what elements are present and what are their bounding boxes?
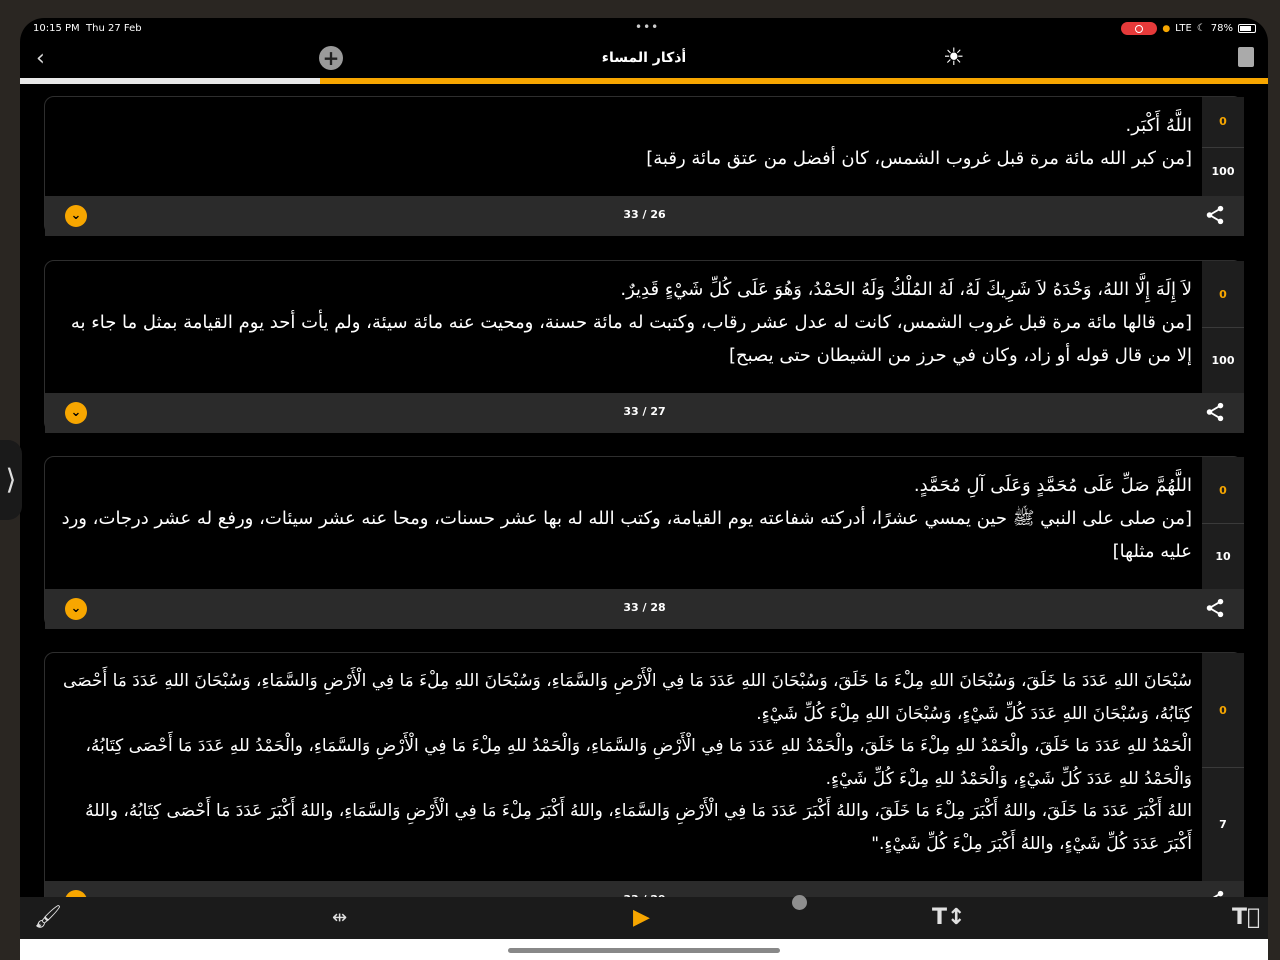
home-area	[20, 939, 1268, 960]
dhikr-line: اللَّهُمَّ صَلِّ عَلَى مُحَمَّدٍ وَعَلَى آلِ مُحَمَّدٍ.	[913, 475, 1192, 496]
back-button[interactable]: ‹	[36, 46, 45, 71]
page-counter: 33 / 27	[623, 405, 666, 418]
total-count: 10	[1202, 523, 1244, 589]
text-size-icon[interactable]: T↕	[932, 905, 966, 930]
page-counter: 33 / 28	[623, 601, 666, 614]
page-counter: 33 / 26	[623, 208, 666, 221]
dhikr-text	[45, 457, 1200, 589]
spacing-icon[interactable]: ⇹	[332, 907, 348, 928]
current-count: 0	[1219, 703, 1227, 717]
progress-bar	[20, 78, 1268, 84]
dhikr-card	[44, 456, 1243, 628]
counter-column[interactable]	[1202, 97, 1244, 196]
dhikr-card-body[interactable]	[45, 457, 1244, 589]
dhikr-card	[44, 652, 1243, 920]
current-count: 0	[1219, 287, 1227, 301]
chevron-down-icon[interactable]: ⌄	[65, 598, 87, 620]
share-icon[interactable]	[1204, 204, 1226, 226]
status-bar	[20, 18, 1268, 40]
network-label: LTE	[1175, 23, 1192, 34]
dhikr-card-body[interactable]	[45, 97, 1244, 196]
brush-icon[interactable]: 🖌	[34, 905, 62, 930]
page-title: أذكار المساء	[601, 50, 687, 66]
sun-icon[interactable]: ☀	[943, 43, 965, 71]
dhikr-text	[45, 261, 1200, 393]
counter-column[interactable]	[1202, 261, 1244, 393]
multitask-dots[interactable]: •••	[635, 20, 660, 34]
slider-handle[interactable]	[792, 895, 807, 910]
app-window	[20, 18, 1268, 960]
card-footer	[45, 393, 1244, 433]
status-time: 10:15 PM Thu 27 Feb	[33, 23, 142, 34]
progress-fill	[20, 78, 320, 84]
total-count: 100	[1202, 327, 1244, 393]
dhikr-line: اللهُ أَكْبَرَ عَدَدَ مَا خَلَقَ، واللهُ أَكْبَرَ مِلْءَ مَا خَلَقَ، واللهُ أَكْبَرَ عَدَدَ مَا فِي الْأَرْضِ وَالسَّمَاءِ، واللهُ أَكْبَرَ مِلْءَ مَا فِي الْأَرْضِ وَالسَّمَاءِ، واللهُ أَكْبَرَ عَدَدَ مَا أَحْصَى كِتَابُهُ، واللهُ أَكْبَرَ عَدَدَ كُلِّ شَيْءٍ، واللهُ أَكْبَرَ مِلْءَ كُلِّ شَيْءٍ."	[85, 801, 1192, 854]
play-icon[interactable]: ▶	[633, 905, 650, 930]
counter-column[interactable]	[1202, 457, 1244, 589]
card-footer	[45, 196, 1244, 236]
status-indicators	[1121, 22, 1256, 35]
total-count: 7	[1202, 767, 1244, 881]
dhikr-virtue: [من صلى على النبي ﷺ حين يمسي عشرًا، أدركته شفاعته يوم القيامة، وكتب الله له بها عشر حسنات، ومحا عنه عشر سيئات، ورفع له عشر درجات، ورد عليه مثلها]	[61, 508, 1192, 562]
dhikr-line: سُبْحَانَ اللهِ عَدَدَ مَا خَلَقَ، وَسُبْحَانَ اللهِ مِلْءَ مَا خَلَقَ، وَسُبْحَانَ اللهِ عَدَدَ مَا فِي الْأَرْضِ وَالسَّمَاءِ، وَسُبْحَانَ اللهِ مِلْءَ مَا فِي الْأَرْضِ وَالسَّمَاءِ، وَسُبْحَانَ اللهِ عَدَدَ مَا أَحْصَى كِتَابُهُ، وَسُبْحَانَ اللهِ عَدَدَ كُلِّ شَيْءٍ، وَسُبْحَانَ اللهِ مِلْءَ كُلِّ شَيْءٍ.	[63, 671, 1192, 724]
dhikr-card	[44, 96, 1243, 235]
dhikr-text	[45, 653, 1200, 881]
home-indicator[interactable]	[508, 948, 780, 953]
dhikr-text	[45, 97, 1200, 196]
battery-icon	[1238, 24, 1256, 33]
chevron-down-icon[interactable]: ⌄	[65, 205, 87, 227]
card-footer	[45, 589, 1244, 629]
chevron-down-icon[interactable]: ⌄	[65, 402, 87, 424]
signal-icon: ●	[1162, 23, 1171, 34]
share-icon[interactable]	[1204, 401, 1226, 423]
current-count: 0	[1219, 483, 1227, 497]
dhikr-list[interactable]	[44, 96, 1243, 896]
battery-label: 78%	[1210, 23, 1233, 34]
add-button[interactable]: +	[319, 46, 343, 70]
dhikr-card	[44, 260, 1243, 432]
dhikr-virtue: [من قالها مائة مرة قبل غروب الشمس، كانت له عدل عشر رقاب، وكتبت له مائة حسنة، ومحيت عنه مائة سيئة، ولم يأت أحد يوم القيامة بمثل ما جاء به إلا من قال قوله أو زاد، وكان في حرز من الشيطان حتى يصبح]	[70, 312, 1192, 366]
text-format-icon[interactable]: T⃞	[1232, 905, 1261, 930]
counter-column[interactable]	[1202, 653, 1244, 881]
share-icon[interactable]	[1204, 597, 1226, 619]
current-count: 0	[1219, 115, 1227, 129]
record-icon	[1121, 22, 1157, 35]
dhikr-card-body[interactable]	[45, 261, 1244, 393]
dhikr-line: اللَّهُ أَكْبَر.	[1125, 115, 1192, 136]
document-icon[interactable]	[1238, 47, 1254, 67]
bottom-toolbar	[20, 897, 1268, 939]
nav-bar	[20, 40, 1268, 78]
dhikr-line: الْحَمْدُ للهِ عَدَدَ مَا خَلَقَ، والْحَمْدُ للهِ مِلْءَ مَا خَلَقَ، والْحَمْدُ للهِ عَدَدَ مَا فِي الْأَرْضِ وَالسَّمَاءِ، وَالْحَمْدُ للهِ مِلْءَ مَا فِي الْأَرْضِ وَالسَّمَاءِ، والْحَمْدُ للهِ عَدَدَ مَا أَحْصَى كِتَابُهُ، وَالْحَمْدُ للهِ عَدَدَ كُلِّ شَيْءٍ، وَالْحَمْدُ للهِ مِلْءَ كُلِّ شَيْءٍ.	[85, 736, 1192, 789]
dhikr-virtue: [من كبر الله مائة مرة قبل غروب الشمس، كان أفضل من عتق مائة رقبة]	[646, 148, 1192, 169]
total-count: 100	[1202, 147, 1244, 197]
dhikr-line: لاَ إِلَهَ إِلَّا اللهُ، وَحْدَهُ لاَ شَرِيكَ لَهُ، لَهُ المُلْكُ وَلَهُ الحَمْدُ، وَهُوَ عَلَى كُلِّ شَيْءٍ قَدِيرٌ.	[620, 279, 1192, 300]
dhikr-card-body[interactable]	[45, 653, 1244, 881]
moon-icon: ☾	[1196, 23, 1206, 34]
side-panel-handle[interactable]: ⟩	[0, 440, 22, 520]
